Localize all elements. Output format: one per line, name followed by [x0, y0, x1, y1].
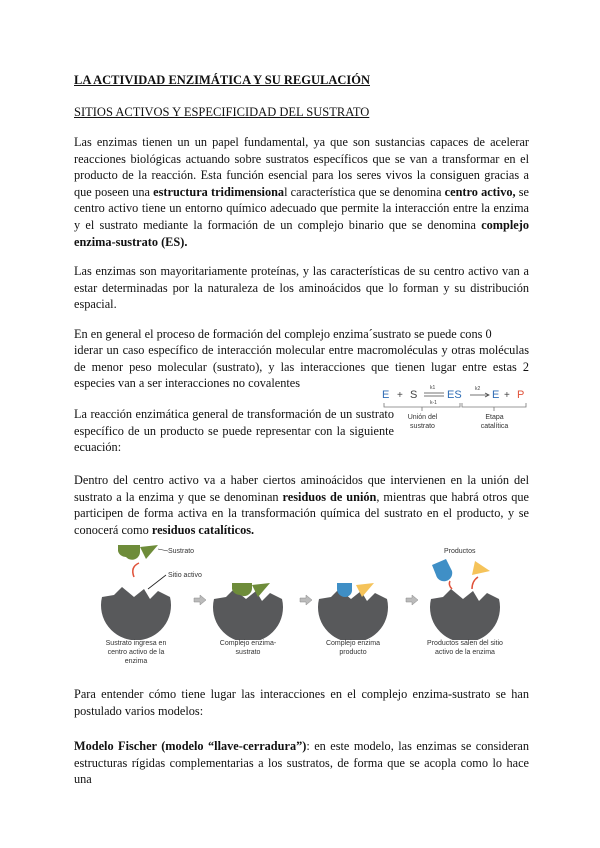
bold-term: residuos catalíticos.: [151, 522, 255, 537]
label-products: Productos: [444, 548, 476, 555]
eq-k1: k1: [430, 385, 436, 391]
caption-step3: Complejo enzima producto: [325, 640, 381, 656]
enzyme-step1: [101, 587, 171, 640]
text: l característica que se denomina: [284, 184, 445, 199]
text: Las enzimas tienen un un papel fundamental, ya que son sustancias capaces de acelerar reacciones biológicas actuando sobre sustratos específicos que se van a transformar en el producto de la reacción. Esta función esencial para los seres vivos la consiguen gracias a que poseen una: [74, 135, 529, 199]
eq-k-1: k-1: [430, 400, 437, 406]
enzyme-substrate-figure: [60, 545, 540, 663]
reaction-equation: [380, 383, 530, 443]
eq-E2: E: [492, 389, 500, 401]
enzyme-step4: [430, 589, 500, 640]
enzyme-step3: [318, 589, 388, 640]
caption-step1: Sustrato ingresa en centro activo de la enzima: [105, 640, 167, 665]
text: : en este modelo, las enzimas se consideran estructuras rígidas complementarias a los sustratos, de forma que se acopla como lo hace una: [74, 739, 530, 787]
next-arrow-icon: [406, 595, 418, 605]
caption-step4: Productos salen del sitio activo de la enzima: [427, 640, 503, 656]
paragraph-intro: [74, 134, 529, 250]
next-arrow-icon: [300, 595, 312, 605]
label-active-site: Sitio activo: [168, 572, 202, 579]
next-arrow-icon: [194, 595, 206, 605]
section-heading: SITIOS ACTIVOS Y ESPECIFICIDAD DEL SUSTRATO: [74, 105, 370, 119]
paragraph-complex: iderar un caso específico de interacción molecular entre macromoléculas y otras moléculas de menor peso molecular (sustrato), y las interacciones que tienen lugar entre estas 2 especies van a ser interacciones no covalentes: [74, 343, 529, 391]
caption-step2: Complejo enzima-sustrato: [219, 640, 277, 656]
eq-S: S: [410, 389, 418, 401]
page-title: LA ACTIVIDAD ENZIMÁTICA Y SU REGULACIÓN: [74, 73, 370, 87]
eq-ES: ES: [447, 389, 462, 401]
substrate-shape: [118, 545, 140, 560]
bold-term: complejo enzima-sustrato (ES).: [74, 217, 529, 249]
eq-label-catalytic: Etapa catalítica: [480, 414, 509, 430]
eq-P: P: [517, 389, 525, 401]
bold-term: centro activo,: [444, 184, 516, 199]
paragraph-proteins: Las enzimas son mayoritariamente proteínas, y las características de su centro activo van a estar determinadas por la naturaleza de los aminoácidos que lo forman y su distribución espacial.: [74, 264, 529, 312]
paragraph-complex-line1: En en general el proceso de formación del complejo enzima´sustrato se puede cons 0: [74, 327, 492, 341]
label-substrate: Sustrato: [168, 548, 195, 555]
bold-term: residuos de unión: [282, 489, 377, 504]
bold-term: estructura tridimensiona: [153, 184, 285, 199]
eq-plus2: +: [504, 390, 510, 401]
arrow-icon: [133, 563, 139, 577]
text: , mientras que habrá otros que participen de forma activa en la transformación química del sustrato en el producto, y se conocerá como: [74, 489, 529, 537]
paragraph-fischer-model: [74, 738, 529, 788]
bold-term: Modelo Fischer (modelo “llave-cerradura”): [74, 739, 307, 753]
paragraph-equation-intro: La reacción enzimática general de transformación de un sustrato específico de un producto se puede representar con la siguiente ecuación:: [74, 407, 394, 455]
eq-plus: +: [397, 390, 403, 401]
paragraph-models-intro: Para entender cómo tiene lugar las interacciones en el complejo enzima-sustrato se han postulado varios modelos:: [74, 687, 529, 718]
enzyme-step2: [213, 589, 283, 640]
text: se centro activo tiene un entorno químico adecuado que permite la interacción entre la enzima y el sustrato mediante la formación de un complejo binario que se denomina: [74, 184, 529, 232]
eq-k2: k2: [475, 386, 481, 392]
eq-E: E: [382, 389, 390, 401]
paragraph-residues: [74, 472, 529, 538]
text: Dentro del centro activo va a haber ciertos aminoácidos que intervienen en la unión del sustrato a la enzima y que se denominan: [74, 473, 529, 504]
eq-label-union: Unión del sustrato: [407, 414, 438, 430]
